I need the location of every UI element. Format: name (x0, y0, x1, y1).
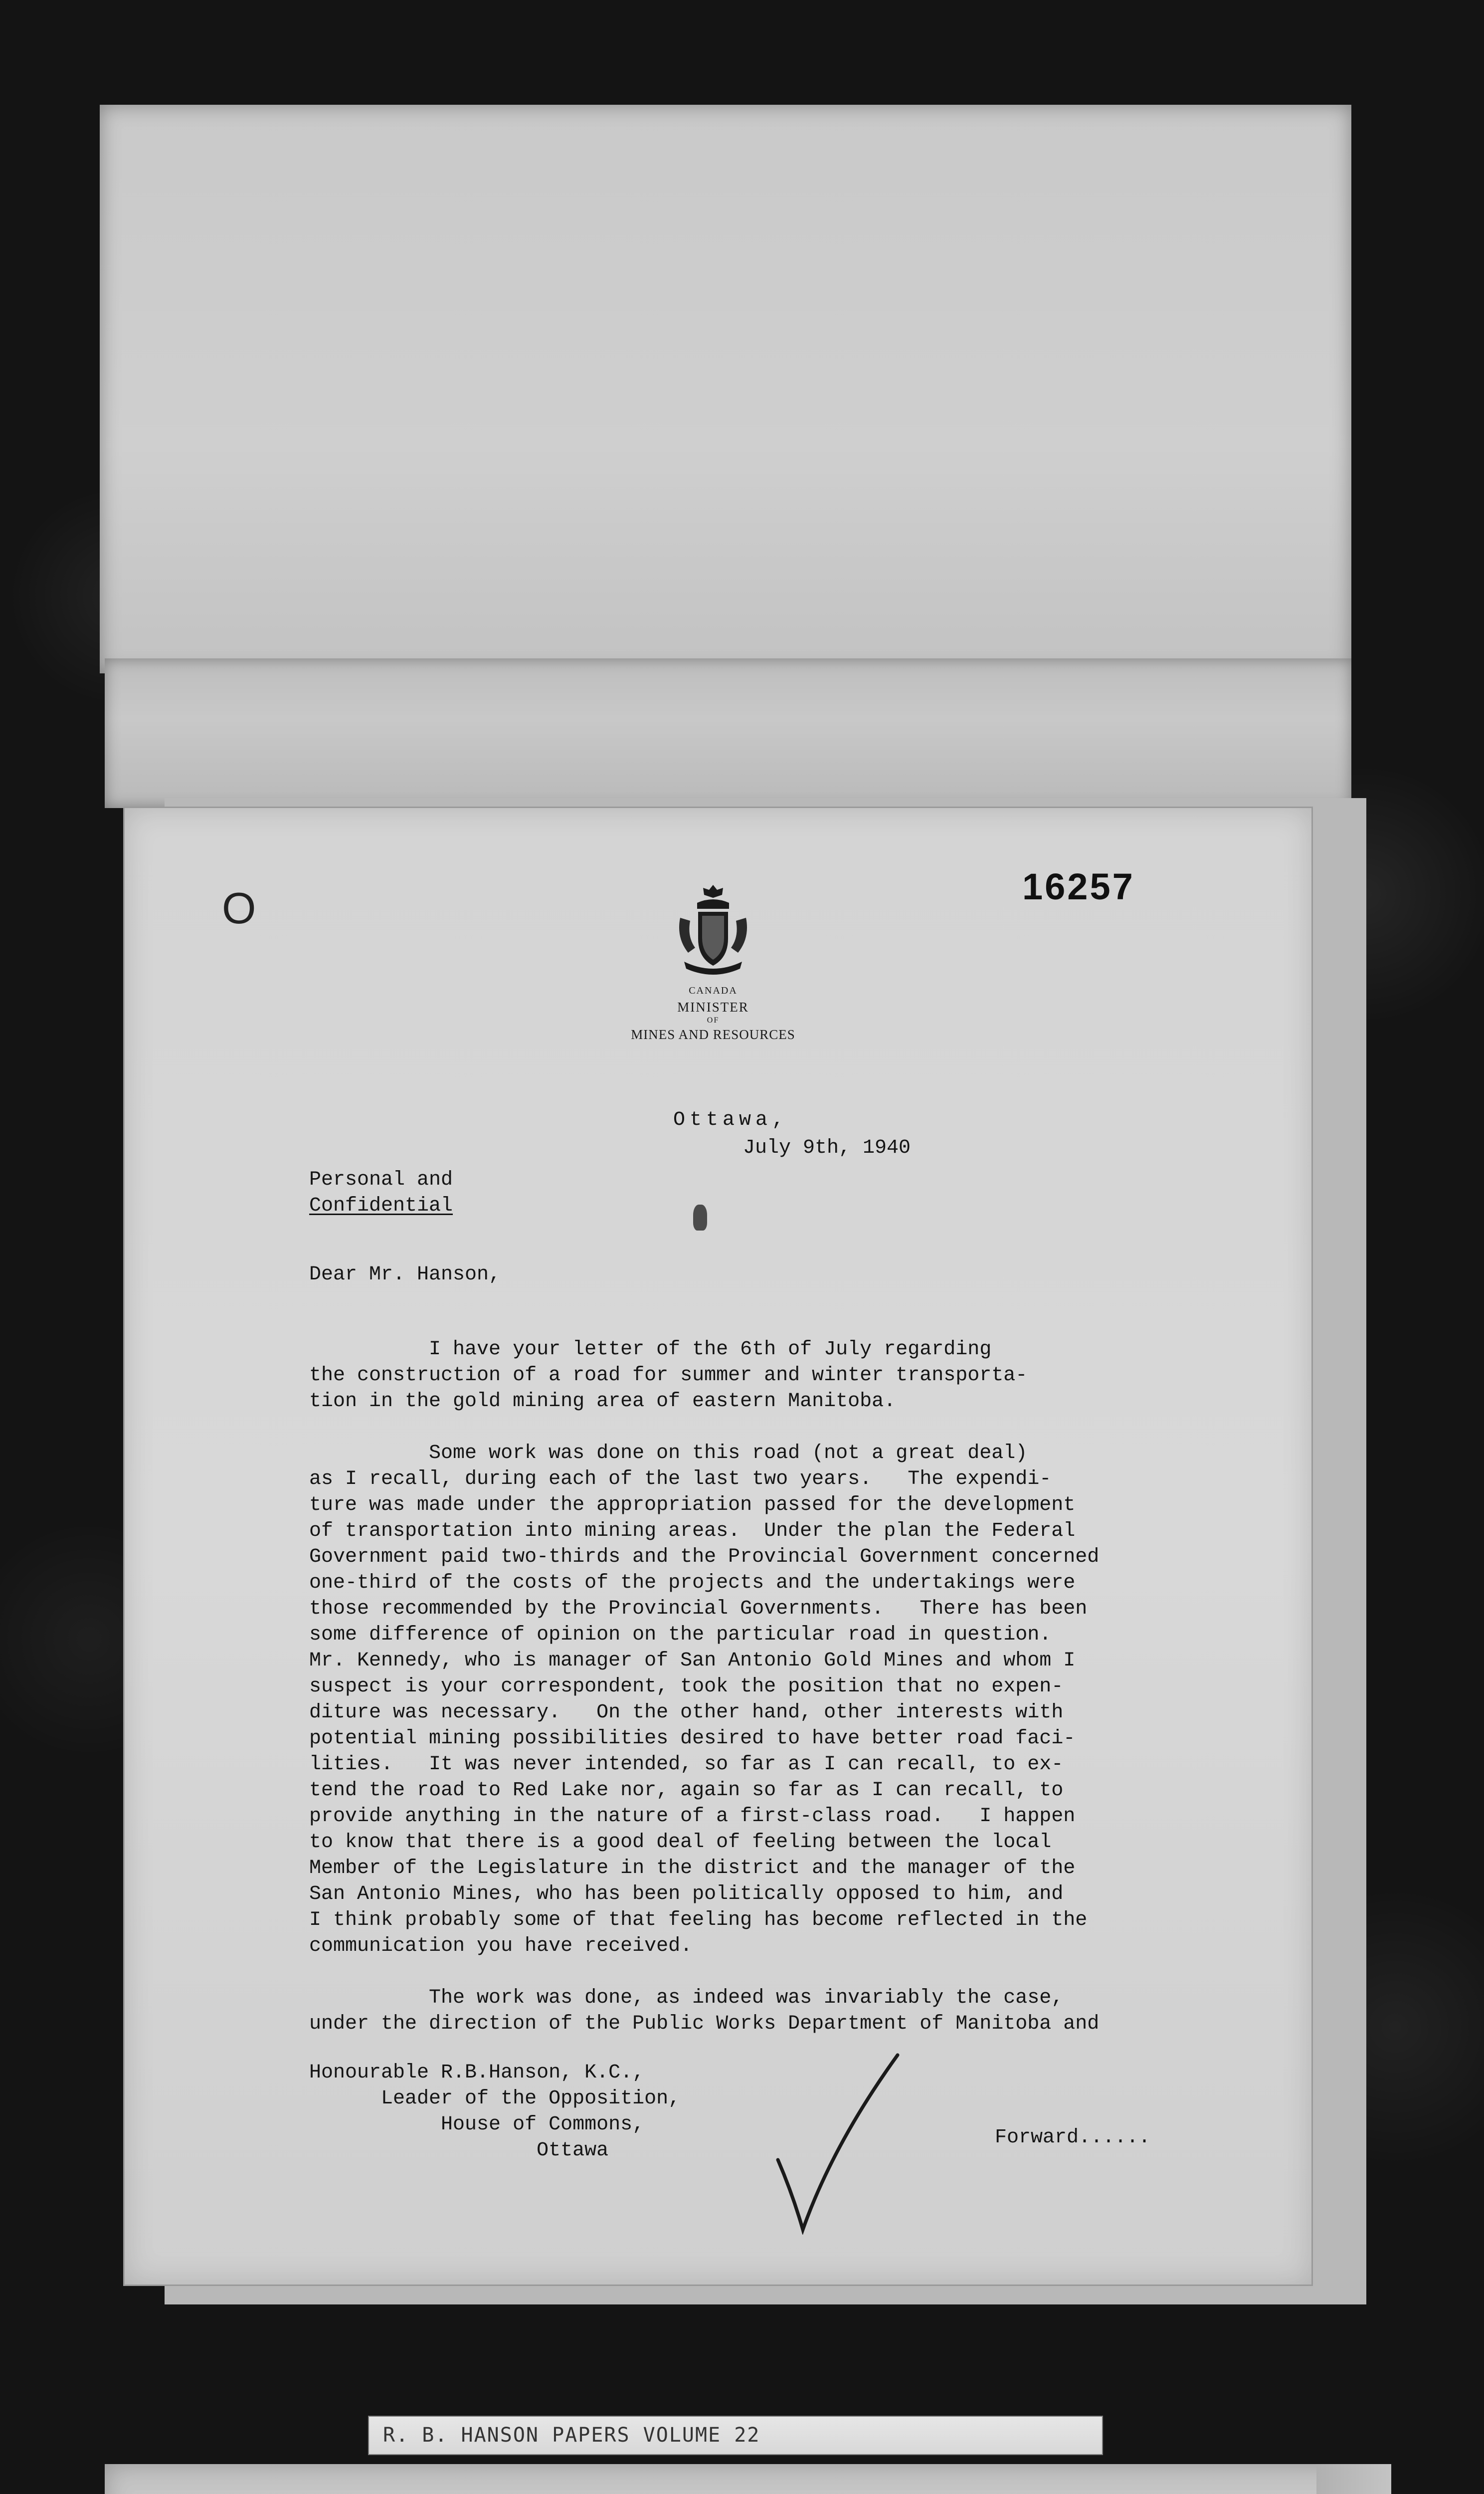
forward-note: Forward...... (995, 2126, 1151, 2149)
check-mark-icon (773, 2045, 903, 2235)
letterhead (573, 985, 853, 1042)
letter-body: I have your letter of the 6th of July regarding the construction of a road for summer and winter transporta- tion in the gold mining area of eastern Manitoba. Some work was done on this road (not a great deal) as I recall, during each of the last two years. The expendi- ture was made under the appropriation passed for the development of transportation into mining areas. Under the plan the Federal Government paid two-thirds and the Provincial Government concerned one-third of the costs of the projects and the undertakings were those recommended by the Provincial Governments. There has been some difference of opinion on the particular road in question. Mr. Kennedy, who is manager of San Antonio Gold Mines and whom I suspect is your correspondent, took the position that no expen- diture was necessary. On the other hand, other interests with potential mining possibilities desired to have better road faci- lities. It was never intended, so far as I can recall, to ex- tend the road to Red Lake nor, again so far as I can recall, to provide anything in the nature of a first-class road. I happen to know that there is a good deal of feeling between the local Member of the Legislature in the district and the manager of the San Antonio Mines, who has been politically opposed to him, and I think probably some of that feeling has become reflected in the communication you have received. The work was done, as indeed was invariably the case, under the direction of the Public Works Department of Manitoba and (309, 1338, 1100, 2035)
archive-card-edge (1316, 2464, 1391, 2494)
marking-line-2: Confidential (309, 1195, 453, 1217)
ink-smudge (693, 1205, 707, 1231)
letterhead-of: OF (707, 1016, 720, 1025)
back-sheet (100, 105, 1351, 673)
letter-place: Ottawa, (673, 1109, 789, 1131)
letterhead-office: MINISTER (677, 1000, 749, 1015)
letterhead-department: MINES AND RESOURCES (631, 1027, 795, 1042)
file-mark: O (222, 883, 256, 933)
letter-page (125, 808, 1311, 2285)
coat-of-arms-icon (673, 883, 753, 978)
marking-line-1: Personal and (309, 1169, 453, 1191)
volume-strip (369, 2417, 1102, 2454)
confidential-marking (309, 1167, 453, 1219)
document-number: 16257 (1022, 866, 1135, 907)
volume-strip-text: R. B. HANSON PAPERS VOLUME 22 (383, 2424, 760, 2447)
letterhead-country: CANADA (689, 985, 738, 996)
archive-card (105, 2464, 1391, 2494)
addressee-block: Honourable R.B.Hanson, K.C., Leader of the Opposition, House of Commons, Ottawa (309, 2062, 681, 2162)
back-sheet-fold (105, 658, 1351, 808)
salutation: Dear Mr. Hanson, (309, 1263, 501, 1286)
letter-date: July 9th, 1940 (743, 1137, 911, 1159)
